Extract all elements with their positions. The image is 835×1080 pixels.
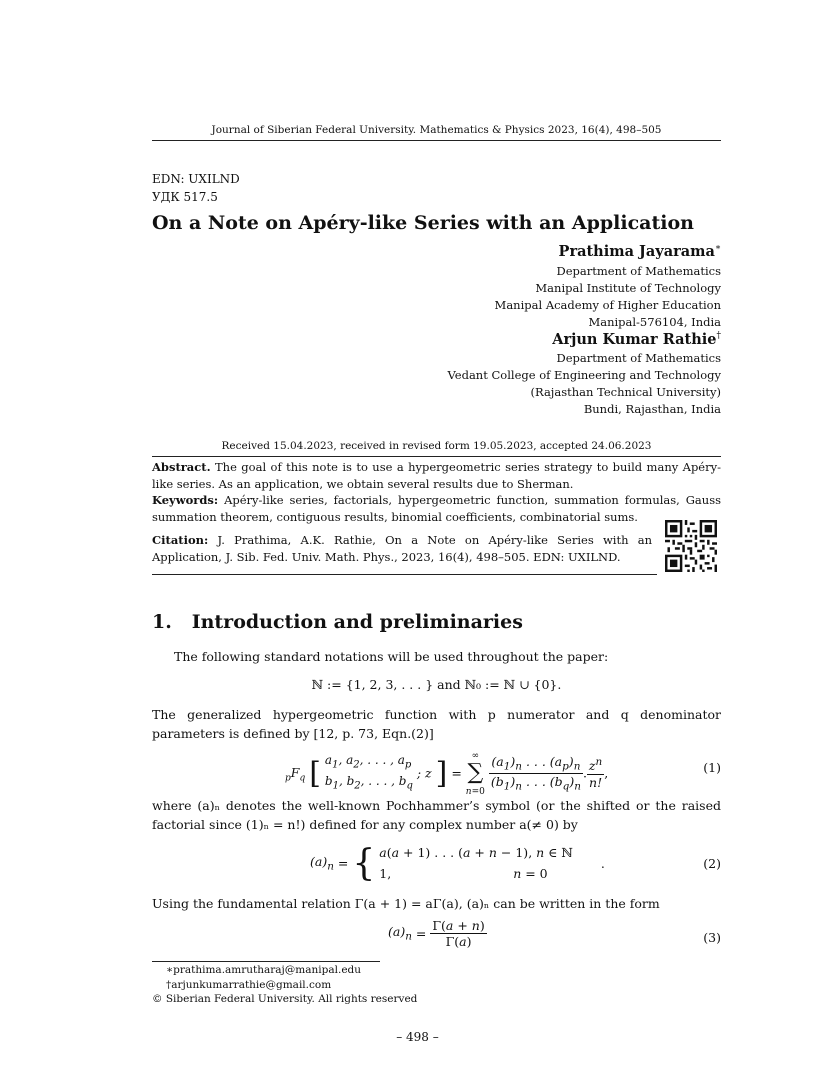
author-2-dept: Department of Mathematics <box>556 351 721 365</box>
paragraph-gamma: Using the fundamental relation Γ(a + 1) = aΓ(a), (a)ₙ can be written in the form <box>152 896 660 911</box>
author-1-dept: Department of Mathematics <box>556 264 721 278</box>
footnote-email-1: ∗prathima.amrutharaj@manipal.edu <box>166 964 362 976</box>
author-2-name: Arjun Kumar Rathie† <box>552 331 721 348</box>
author-1-location: Manipal-576104, India <box>588 315 721 329</box>
abstract-top-rule <box>152 456 721 457</box>
header-rule <box>152 140 721 141</box>
page-number: – 498 – <box>396 1030 439 1044</box>
equation-1: $_pF_q$ [ $a_1$, $a_2$, . . . , $a_p$ $b_1$, $b_2$, . . . , $b_q$ ; z ] = ∞ ∑ n=0 $\frac{(a_1)_n . . . (a_p)_n}{(b_1)_n . . . (b_q)_n}$ . $\frac{z^n}{n!}$ , <box>285 751 609 797</box>
journal-header: Journal of Siberian Federal University. Mathematics & Physics 2023, 16(4), 498–505 <box>211 124 662 136</box>
author-1-name: Prathima Jayarama∗ <box>558 243 721 260</box>
paragraph-notations: The following standard notations will be used throughout the paper: <box>174 649 609 664</box>
footnote-rule <box>152 961 380 962</box>
received-dates: Received 15.04.2023, received in revised form 19.05.2023, accepted 24.06.2023 <box>221 440 652 452</box>
author-2-location: Bundi, Rajasthan, India <box>583 402 721 416</box>
qr-code <box>665 520 717 572</box>
equation-3-number: (3) <box>703 930 721 945</box>
section-heading: 1. Introduction and preliminaries <box>152 611 523 633</box>
udk-label: УДК 517.5 <box>152 190 218 204</box>
citation: Citation: J. Prathima, A.K. Rathie, On a Note on Apéry-like Series with an Application, J. Sib. Fed. Univ. Math. Phys., 2023, 16(4), 498–505. EDN: UXILND. <box>152 533 653 564</box>
equation-2-number: (2) <box>703 856 721 871</box>
footnote-copyright: © Siberian Federal University. All rights reserved <box>152 993 418 1005</box>
author-2-inst: Vedant College of Engineering and Technology <box>447 368 721 382</box>
paragraph-pochhammer: where (a)ₙ denotes the well-known Pochhammer’s symbol (or the shifted or the raised factorial since (1)ₙ = n!) defined for any complex number a(≠ 0) by <box>152 798 721 832</box>
author-1-inst: Manipal Institute of Technology <box>535 281 721 295</box>
keywords: Keywords: Apéry-like series, factorials, hypergeometric function, summation formulas, Gauss summation theorem, contiguous results, binomial coefficients, combinatorial sums. <box>152 493 721 524</box>
equation-1-number: (1) <box>703 760 721 775</box>
equation-3: $(a)_n$ = $\frac{\Gamma(a + n)}{\Gamma(a)}$ <box>388 918 485 949</box>
author-1-academy: Manipal Academy of Higher Education <box>494 298 721 312</box>
paragraph-definition: The generalized hypergeometric function with p numerator and q denominator parameters is defined by [12, p. 73, Eqn.(2)] <box>152 707 721 741</box>
edn-label: EDN: UXILND <box>152 172 240 186</box>
paper-title: On a Note on Apéry-like Series with an Application <box>152 212 694 234</box>
author-2-univ: (Rajasthan Technical University) <box>530 385 721 399</box>
citation-rule <box>152 574 657 575</box>
abstract: Abstract. The goal of this note is to use a hypergeometric series strategy to build many Apéry-like series. As an application, we obtain several results due to Sherman. <box>152 460 721 491</box>
equation-2: $(a)_n$ = { a(a + 1) . . . (a + n − 1), n ∈ ℕ 1, n = 0 . <box>310 842 605 884</box>
footnote-email-2: †arjunkumarrathie@gmail.com <box>166 979 332 991</box>
notation-line: ℕ := {1, 2, 3, . . . } and ℕ₀ := ℕ ∪ {0}. <box>311 677 562 692</box>
